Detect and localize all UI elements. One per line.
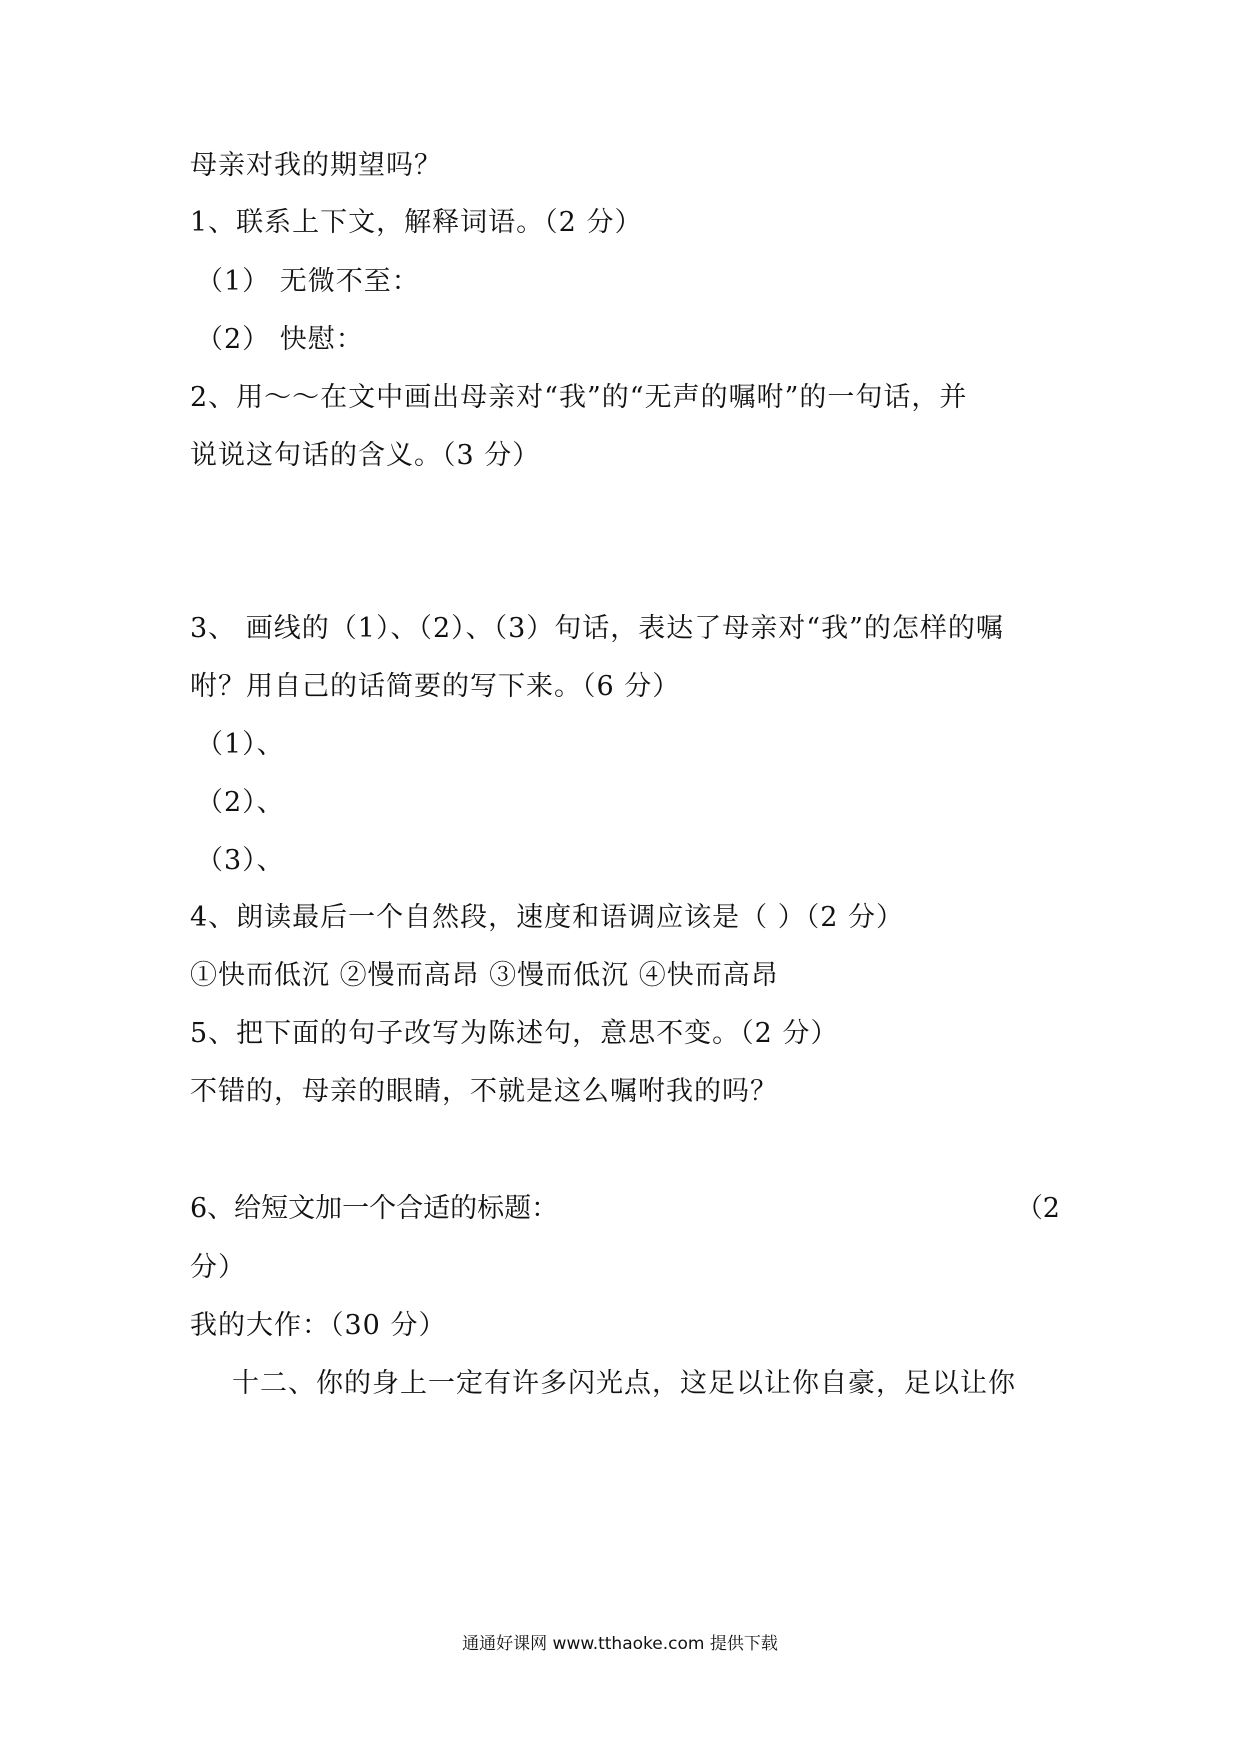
question-5: 5、把下面的句子改写为陈述句，意思不变。（2 分） bbox=[190, 1018, 839, 1049]
question-5-sentence: 不错的，母亲的眼睛，不就是这么嘱咐我的吗？ bbox=[190, 1076, 778, 1107]
question-3-item-2: （2）、 bbox=[196, 787, 285, 818]
question-3-item-3: （3）、 bbox=[196, 845, 285, 876]
question-4-options: ①快而低沉 ②慢而高昂 ③慢而低沉 ④快而高昂 bbox=[190, 960, 779, 991]
page-footer: 通通好课网 www.tthaoke.com 提供下载 bbox=[462, 1634, 778, 1654]
question-6: 6、给短文加一个合适的标题： bbox=[190, 1193, 559, 1224]
question-2-line-1: 2、用～～在文中画出母亲对“我”的“无声的嘱咐”的一句话，并 bbox=[190, 382, 968, 413]
composition-heading: 我的大作：（30 分） bbox=[190, 1310, 447, 1341]
question-1: 1、联系上下文，解释词语。（2 分） bbox=[190, 207, 643, 238]
question-3-item-1: （1）、 bbox=[196, 729, 285, 760]
question-4: 4、朗读最后一个自然段，速度和语调应该是（ ）（2 分） bbox=[190, 902, 905, 933]
question-6-score-end: 分） bbox=[190, 1252, 246, 1283]
composition-prompt: 十二、你的身上一定有许多闪光点，这足以让你自豪，足以让你 bbox=[232, 1368, 1016, 1399]
question-6-score-start: （2 bbox=[1015, 1193, 1060, 1224]
question-6-row bbox=[190, 1189, 1060, 1229]
question-1-item-1: （1） 无微不至： bbox=[196, 266, 420, 297]
question-2-line-2: 说说这句话的含义。（3 分） bbox=[190, 440, 541, 471]
question-3-line-2: 咐？用自己的话简要的写下来。（6 分） bbox=[190, 671, 681, 702]
question-1-item-2: （2） 快慰： bbox=[196, 324, 364, 355]
passage-continuation: 母亲对我的期望吗？ bbox=[190, 150, 442, 181]
question-3-line-1: 3、 画线的（1）、（2）、（3）句话，表达了母亲对“我”的怎样的嘱 bbox=[190, 613, 1004, 644]
